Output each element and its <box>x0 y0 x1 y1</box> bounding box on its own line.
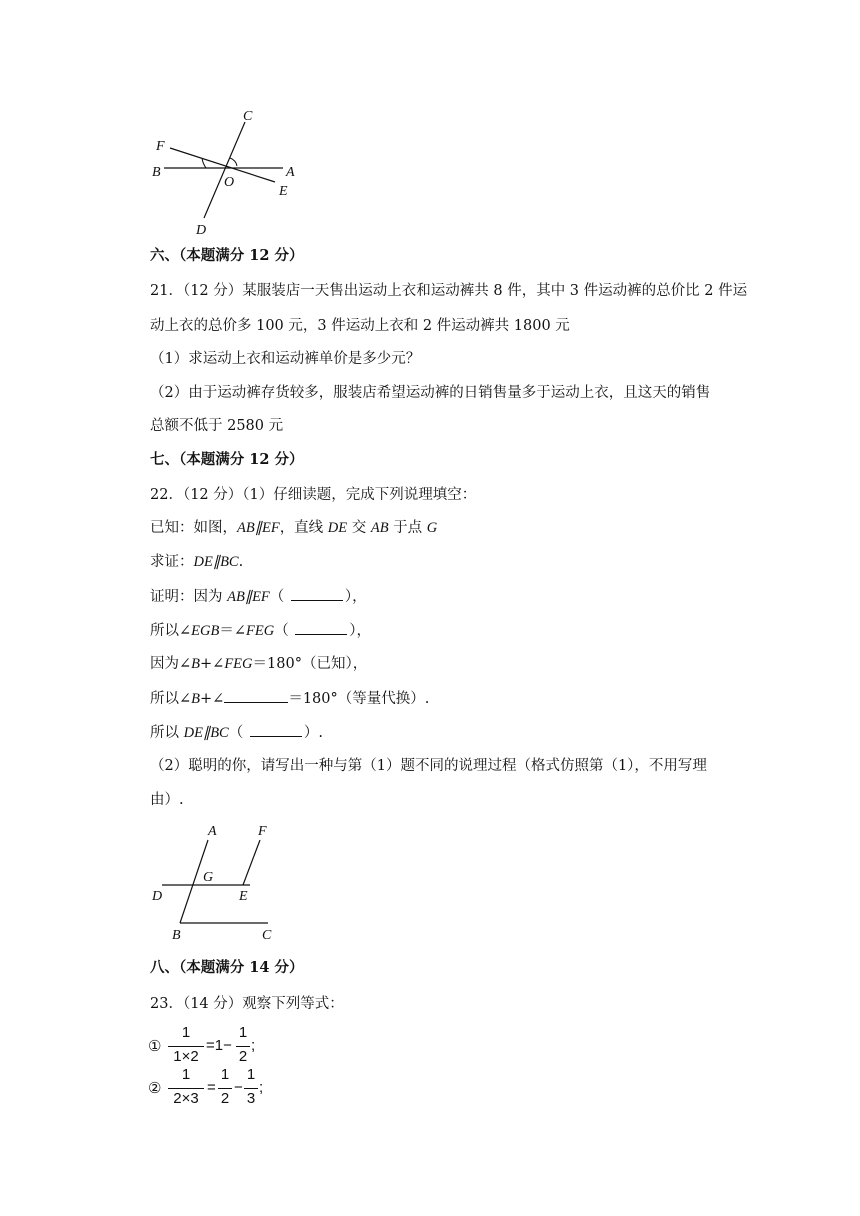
equation-1 <box>148 1024 288 1070</box>
step3-prefix: 因为∠ <box>150 656 192 672</box>
eq2-eq: = <box>207 1079 216 1096</box>
eq2-r2den: 3 <box>246 1090 256 1107</box>
step2-close: ）， <box>349 623 372 639</box>
eq2-end: ; <box>259 1079 264 1096</box>
step5-blank[interactable] <box>250 722 302 737</box>
step1-close: ）， <box>344 589 367 605</box>
label-f: F <box>258 824 267 839</box>
parallel-lines-figure <box>140 818 300 946</box>
eq1-num: 1 <box>181 1024 191 1041</box>
given-mid3: 于点 <box>388 520 427 536</box>
line-fe <box>170 148 275 182</box>
step1-open: （ <box>269 589 289 605</box>
given-de: DE <box>327 520 348 536</box>
given-mid: ，直线 <box>279 520 328 536</box>
step2-mid: ＝∠ <box>219 623 246 639</box>
given-g: G <box>426 520 438 536</box>
line-ef <box>243 840 260 885</box>
step3-rest: ＝180°（已知）， <box>252 656 368 672</box>
step4-mid: +∠ <box>200 691 225 707</box>
eq1-rden: 2 <box>238 1048 248 1065</box>
eq1-fraction-bar <box>168 1046 204 1047</box>
label-o: O <box>224 175 235 190</box>
intersecting-lines-figure <box>140 100 320 240</box>
q22-prove <box>150 552 243 572</box>
label-c: C <box>262 928 272 943</box>
eq1-rnum: 1 <box>238 1024 248 1041</box>
given-ab-ef: AB∥EF <box>237 520 280 536</box>
eq1-marker: ① <box>148 1038 162 1055</box>
q22-part2-line2: 由）. <box>150 792 184 808</box>
eq2-r1num: 1 <box>220 1066 230 1083</box>
section-6-title: 六、（本题满分 12 分） <box>150 247 304 264</box>
eq2-den: 2×3 <box>173 1090 199 1107</box>
section-7-title: 七、（本题满分 12 分） <box>150 451 304 468</box>
q22-step5 <box>150 722 323 743</box>
label-b: B <box>152 165 161 180</box>
eq1-end: ; <box>251 1037 256 1054</box>
eq2-r1-fraction-bar <box>218 1088 232 1089</box>
step5-close: ）. <box>303 725 323 741</box>
label-a: A <box>286 165 295 180</box>
label-c: C <box>243 109 253 124</box>
q22-step4 <box>150 688 429 709</box>
step5-open: （ <box>228 725 248 741</box>
step2-open: （ <box>274 623 294 639</box>
eq2-r2-fraction-bar <box>244 1088 258 1089</box>
step2-stmt: EGB <box>191 623 220 639</box>
label-d: D <box>196 223 207 238</box>
prove-prefix: 求证： <box>150 554 194 570</box>
q21-part2-line1: （2）由于运动裤存货较多，服装店希望运动裤的日销售量多于运动上衣，且这天的销售 <box>150 385 711 401</box>
given-ab: AB <box>370 520 389 536</box>
q23-intro: 23．（14 分）观察下列等式： <box>150 996 344 1012</box>
prove-end: . <box>238 554 244 570</box>
step1-blank[interactable] <box>291 586 343 601</box>
given-mid2: 交 <box>347 520 371 536</box>
label-g: G <box>203 870 214 885</box>
eq1-r-fraction-bar <box>236 1046 250 1047</box>
q22-part2-line1: （2）聪明的你，请写出一种与第（1）题不同的说理过程（格式仿照第（1），不用写理 <box>150 758 707 774</box>
eq1-den: 1×2 <box>173 1048 199 1065</box>
eq2-marker: ② <box>148 1080 162 1097</box>
step2-prefix: 所以∠ <box>150 623 192 639</box>
label-e: E <box>239 889 248 904</box>
q22-intro: 22．（12 分）（1）仔细读题，完成下列说理填空： <box>150 487 477 503</box>
step4-blank[interactable] <box>224 688 288 703</box>
label-e: E <box>279 184 288 199</box>
eq2-fraction-bar <box>168 1088 204 1089</box>
label-f: F <box>156 139 165 154</box>
step3-mid: +∠ <box>200 656 225 672</box>
eq2-r1den: 2 <box>220 1090 230 1107</box>
step5-prefix: 所以 <box>150 725 184 741</box>
eq2-num: 1 <box>181 1066 191 1083</box>
step4-prefix: 所以∠ <box>150 691 192 707</box>
step5-stmt: DE∥BC <box>183 725 229 741</box>
label-a: A <box>208 824 217 839</box>
q22-step1 <box>150 586 367 607</box>
q22-given <box>150 518 437 538</box>
eq2-minus: − <box>234 1079 243 1096</box>
label-d: D <box>152 889 163 904</box>
q22-step2 <box>150 620 371 641</box>
given-prefix: 已知：如图， <box>150 520 237 536</box>
prove-stmt: DE∥BC <box>193 554 239 570</box>
eq1-eq: =1− <box>206 1037 232 1054</box>
section-8-title: 八、（本题满分 14 分） <box>150 959 304 976</box>
equation-2 <box>148 1066 288 1112</box>
angle-arc-2 <box>230 158 237 166</box>
step2-stmt2: FEG <box>246 623 275 639</box>
step2-blank[interactable] <box>295 620 347 635</box>
q21-part2-line2: 总额不低于 2580 元 <box>150 418 284 434</box>
eq2-r2num: 1 <box>246 1066 256 1083</box>
q21-line2: 动上衣的总价多 100 元，3 件运动上衣和 2 件运动裤共 1800 元 <box>150 318 570 334</box>
step1-stmt: AB∥EF <box>227 589 270 605</box>
step1-prefix: 证明：因为 <box>150 589 228 605</box>
step4-b: B <box>191 691 201 707</box>
step3-b: B <box>191 656 201 672</box>
q21-part1: （1）求运动上衣和运动裤单价是多少元？ <box>150 351 421 367</box>
label-b: B <box>172 928 181 943</box>
step3-feg: FEG <box>224 656 253 672</box>
q21-line1: 21．（12 分）某服装店一天售出运动上衣和运动裤共 8 件，其中 3 件运动裤的总价比 2 件运 <box>150 283 748 299</box>
step4-rest: ＝180°（等量代换）. <box>288 691 430 707</box>
q22-step3 <box>150 654 367 674</box>
